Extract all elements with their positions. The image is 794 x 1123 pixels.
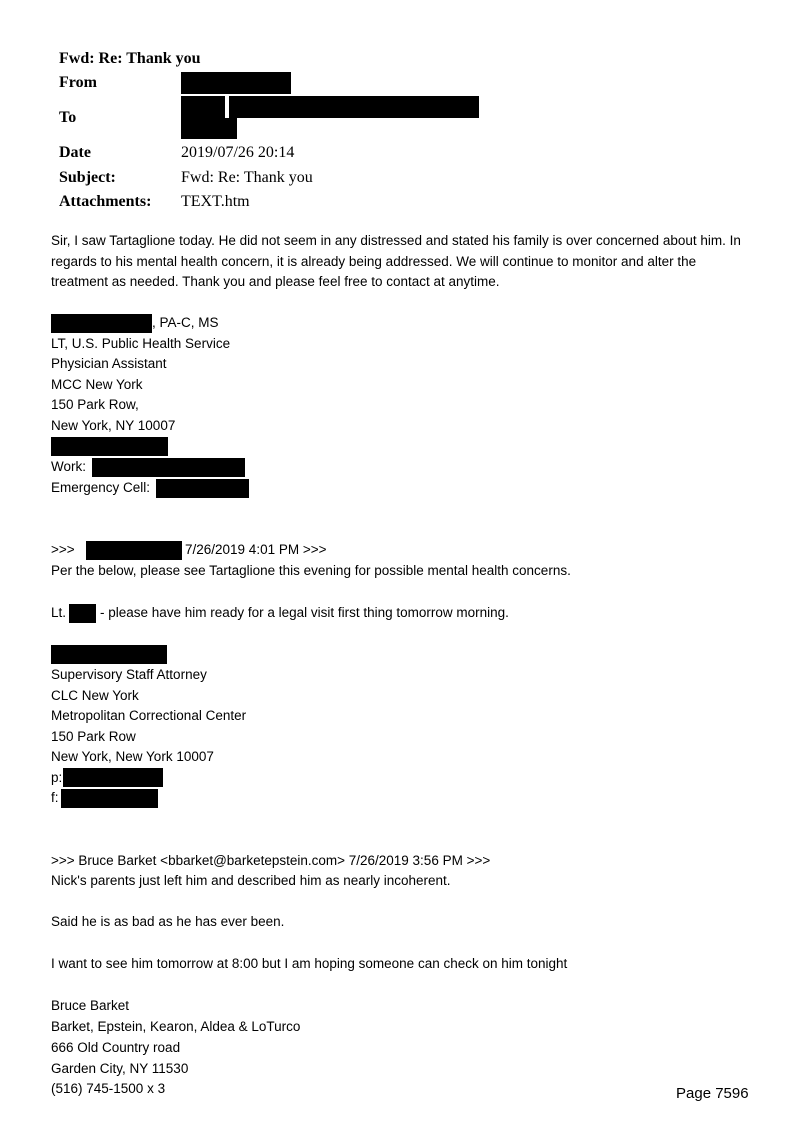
redaction-block xyxy=(181,72,291,94)
message-body: Said he is as bad as he has ever been. xyxy=(51,914,285,929)
redaction-block xyxy=(156,479,249,498)
date-label: Date xyxy=(59,144,91,161)
quote-header: >>> Bruce Barket <bbarket@barketepstein.com> 7/26/2019 3:56 PM >>> xyxy=(51,853,491,868)
subject-label: Subject: xyxy=(59,169,116,186)
signature-line: New York, NY 10007 xyxy=(51,418,176,433)
redaction-block xyxy=(51,645,167,664)
quote-header: 7/26/2019 4:01 PM >>> xyxy=(185,542,327,557)
work-label: Work: xyxy=(51,459,87,474)
date-value: 2019/07/26 20:14 xyxy=(181,144,295,161)
signature-line: Barket, Epstein, Kearon, Aldea & LoTurco xyxy=(51,1019,301,1034)
from-label: From xyxy=(59,74,97,91)
message-body: I want to see him tomorrow at 8:00 but I am hoping someone can check on him tonight xyxy=(51,956,568,971)
redaction-block xyxy=(61,789,158,808)
message-body: Per the below, please see Tartaglione this evening for possible mental health concerns. xyxy=(51,563,571,578)
message-body: Nick's parents just left him and described him as nearly incoherent. xyxy=(51,873,451,888)
signature-line: Supervisory Staff Attorney xyxy=(51,667,207,682)
signature-line: Metropolitan Correctional Center xyxy=(51,708,247,723)
quote-prefix: >>> xyxy=(51,542,75,557)
attachments-label: Attachments: xyxy=(59,193,152,210)
message-body: - please have him ready for a legal visit first thing tomorrow morning. xyxy=(100,605,509,620)
page-number: Page 7596 xyxy=(676,1085,749,1102)
signature-line: 666 Old Country road xyxy=(51,1040,181,1055)
signature-line: 150 Park Row xyxy=(51,729,136,744)
redaction-block xyxy=(92,458,245,477)
subject-value: Fwd: Re: Thank you xyxy=(181,169,313,186)
redaction-block xyxy=(63,768,163,787)
redaction-block xyxy=(51,437,168,456)
signature-line: 150 Park Row, xyxy=(51,397,139,412)
message-body: Sir, I saw Tartaglione today. He did not seem in any distressed and stated his family is over concerned about him. In regards to his mental health concern, it is already being addressed. We will continue to monitor and alter the treatment as needed. Thank you and please feel free to contact at anytime. xyxy=(51,233,741,289)
signature-line: Physician Assistant xyxy=(51,356,167,371)
signature-line-cutoff xyxy=(51,1079,166,1096)
attachment-link[interactable]: TEXT.htm xyxy=(181,193,250,210)
signature-credentials: , PA-C, MS xyxy=(152,315,219,330)
signature-line: LT, U.S. Public Health Service xyxy=(51,336,231,351)
redaction-block xyxy=(69,604,96,623)
redaction-block xyxy=(229,96,479,118)
signature-line: Bruce Barket xyxy=(51,998,130,1013)
to-label: To xyxy=(59,109,77,126)
redaction-block xyxy=(181,118,237,139)
fax-label: f: xyxy=(51,790,59,805)
email-title: Fwd: Re: Thank you xyxy=(59,50,201,67)
signature-line: CLC New York xyxy=(51,688,139,703)
signature-line: New York, New York 10007 xyxy=(51,749,214,764)
redaction-block xyxy=(51,314,152,333)
signature-line: MCC New York xyxy=(51,377,143,392)
phone-label: p: xyxy=(51,770,63,785)
redaction-block xyxy=(86,541,182,560)
redaction-block xyxy=(181,96,225,118)
cutoff-text: (516) 745-1500 x 3 xyxy=(51,1081,166,1096)
lt-prefix: Lt. xyxy=(51,605,67,620)
signature-line: Garden City, NY 11530 xyxy=(51,1061,189,1076)
cell-label: Emergency Cell: xyxy=(51,480,151,495)
